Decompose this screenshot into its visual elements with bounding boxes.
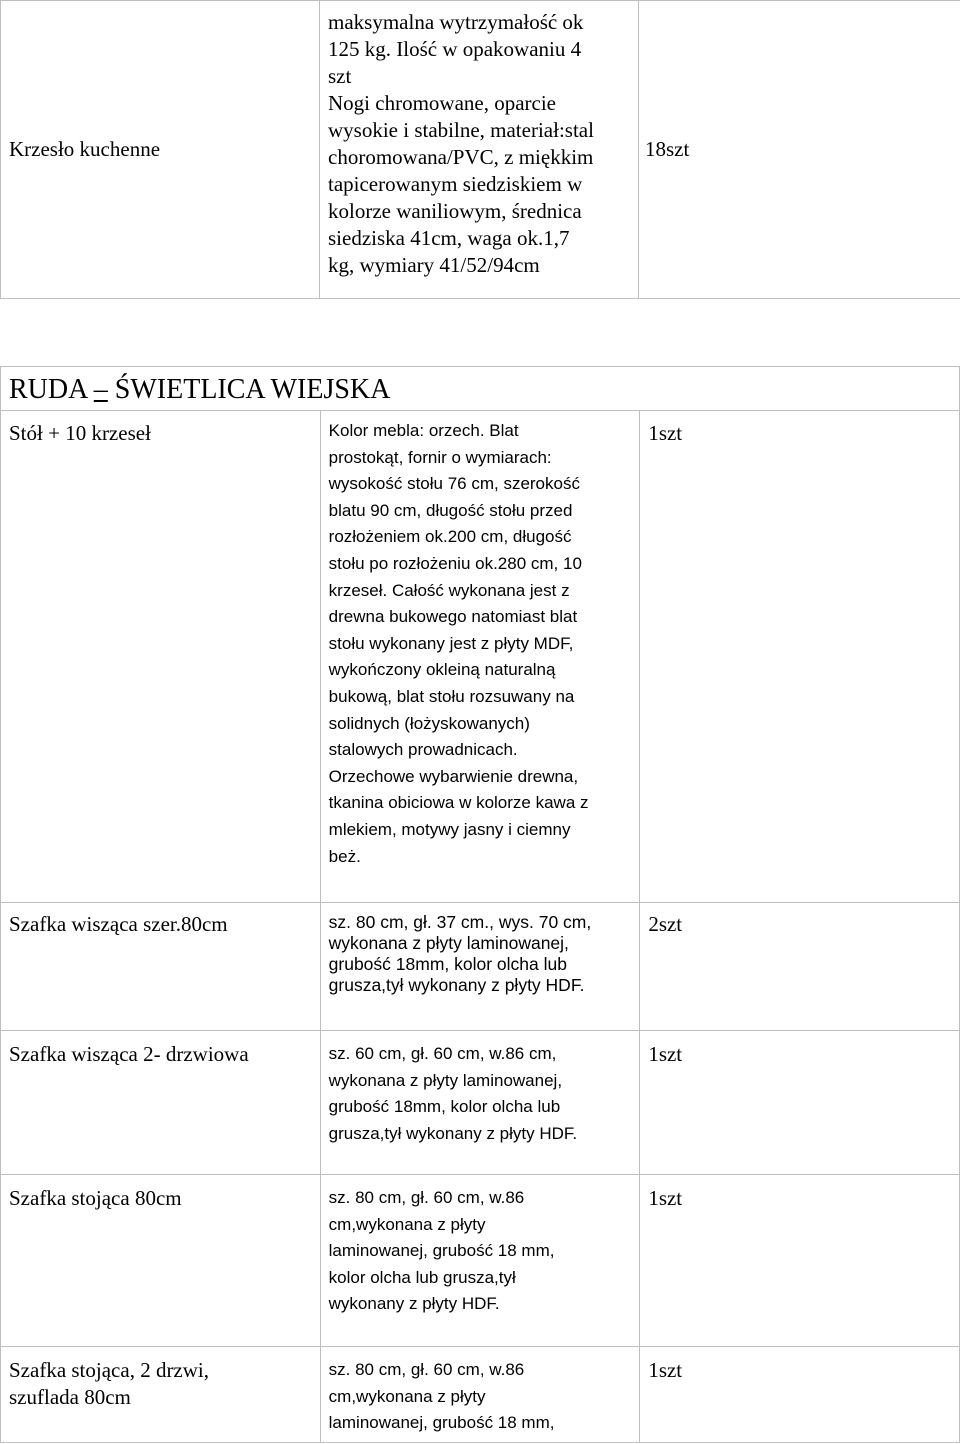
chair-table	[0, 0, 960, 299]
desc-line: prostokąt, fornir o wymiarach:	[328, 447, 552, 467]
desc-line: sz. 80 cm, gł. 37 cm., wys. 70 cm,	[328, 912, 592, 932]
item-name: Krzesło kuchenne	[9, 137, 161, 161]
item-desc-cell	[320, 1175, 640, 1347]
desc-line: blatu 90 cm, długość stołu przed	[328, 500, 573, 520]
item-quantity: 1szt	[648, 421, 683, 445]
desc-line: wykończony okleiną naturalną	[328, 660, 556, 680]
section-heading-row	[1, 367, 960, 411]
item-name: Szafka stojąca 80cm	[9, 1186, 182, 1210]
item-name	[1, 1347, 320, 1411]
item-description	[321, 1031, 640, 1147]
table-row	[1, 1031, 960, 1175]
ruda-table	[0, 366, 960, 1443]
item-quantity: 18szt	[645, 137, 690, 161]
item-description	[321, 1175, 640, 1318]
desc-line: grubość 18mm, kolor olcha lub	[328, 1097, 561, 1117]
item-name: Szafka wisząca szer.80cm	[9, 912, 228, 936]
item-qty-cell	[640, 411, 960, 903]
desc-line: wysokie i stabilne, materiał:stal	[328, 118, 594, 142]
item-description	[321, 903, 640, 996]
desc-line: laminowanej, grubość 18 mm,	[328, 1241, 555, 1261]
desc-line: laminowanej, grubość 18 mm,	[328, 1413, 555, 1433]
desc-line: wykonana z płyty laminowanej,	[328, 933, 569, 953]
item-name-cell	[1, 1031, 321, 1175]
item-qty-cell	[640, 1031, 960, 1175]
table-row	[1, 1347, 960, 1443]
name-line: Szafka stojąca, 2 drzwi,	[9, 1358, 210, 1382]
desc-line: cm,wykonana z płyty	[328, 1386, 486, 1406]
desc-line: Orzechowe wybarwienie drewna,	[328, 766, 579, 786]
item-name: Szafka wisząca 2- drzwiowa	[9, 1042, 249, 1066]
desc-line: kolor olcha lub grusza,tył	[328, 1267, 516, 1287]
item-description	[320, 1, 638, 279]
item-name: Stół + 10 krzeseł	[9, 421, 151, 445]
desc-line: wykonana z płyty laminowanej,	[328, 1070, 563, 1090]
desc-line: stalowych prowadnicach.	[328, 740, 518, 760]
item-desc-cell	[320, 1, 639, 299]
desc-line: krzeseł. Całość wykonana jest z	[328, 580, 570, 600]
desc-line: grubość 18mm, kolor olcha lub	[328, 954, 567, 974]
desc-line: solidnych (łożyskowanych)	[328, 713, 530, 733]
desc-line: kg, wymiary 41/52/94cm	[328, 253, 540, 277]
section-heading: RUDA – ŚWIETLICA WIEJSKA	[9, 374, 391, 405]
item-quantity: 2szt	[648, 912, 683, 936]
desc-line: grusza,tył wykonany z płyty HDF.	[328, 1123, 578, 1143]
desc-line: tkanina obiciowa w kolorze kawa z	[328, 793, 589, 813]
item-name-cell	[1, 1175, 321, 1347]
item-name-cell	[1, 1, 320, 299]
table-row	[1, 411, 960, 903]
desc-line: 125 kg. Ilość w opakowaniu 4	[328, 37, 582, 61]
item-quantity: 1szt	[648, 1358, 683, 1382]
section-heading-cell	[1, 367, 960, 411]
item-quantity: 1szt	[648, 1042, 683, 1066]
desc-line: Kolor mebla: orzech. Blat	[328, 421, 519, 440]
item-name-cell	[1, 411, 321, 903]
table-row	[1, 1175, 960, 1347]
desc-line: drewna bukowego natomiast blat	[328, 607, 578, 627]
table-row	[1, 903, 960, 1031]
item-description	[321, 1347, 640, 1437]
desc-line: Nogi chromowane, oparcie	[328, 91, 556, 115]
desc-line: grusza,tył wykonany z płyty HDF.	[328, 975, 585, 995]
desc-line: bukową, blat stołu rozsuwany na	[328, 686, 575, 706]
item-quantity: 1szt	[648, 1186, 683, 1210]
desc-line: sz. 80 cm, gł. 60 cm, w.86	[328, 1188, 525, 1207]
table-row	[1, 1, 960, 299]
item-desc-cell	[320, 903, 640, 1031]
item-desc-cell	[320, 1347, 640, 1443]
desc-line: wysokość stołu 76 cm, szerokość	[328, 474, 580, 494]
desc-line: siedziska 41cm, waga ok.1,7	[328, 226, 570, 250]
item-name-cell	[1, 1347, 321, 1443]
item-qty-cell	[639, 1, 960, 299]
item-qty-cell	[640, 1175, 960, 1347]
item-description	[321, 411, 640, 870]
desc-line: wykonany z płyty HDF.	[328, 1294, 500, 1314]
desc-line: sz. 80 cm, gł. 60 cm, w.86	[328, 1360, 525, 1379]
item-qty-cell	[640, 903, 960, 1031]
desc-line: szt	[328, 64, 352, 88]
desc-line: sz. 60 cm, gł. 60 cm, w.86 cm,	[328, 1044, 557, 1063]
item-desc-cell	[320, 1031, 640, 1175]
desc-line: rozłożeniem ok.200 cm, długość	[328, 527, 572, 547]
desc-line: stołu wykonany jest z płyty MDF,	[328, 633, 574, 653]
desc-line: choromowana/PVC, z miękkim	[328, 145, 594, 169]
desc-line: kolorze waniliowym, średnica	[328, 199, 582, 223]
desc-line: stołu po rozłożeniu ok.280 cm, 10	[328, 553, 582, 573]
item-desc-cell	[320, 411, 640, 903]
desc-line: cm,wykonana z płyty	[328, 1214, 486, 1234]
desc-line: beż.	[328, 846, 361, 866]
desc-line: mlekiem, motywy jasny i ciemny	[328, 819, 571, 839]
desc-line: tapicerowanym siedziskiem w	[328, 172, 583, 196]
desc-line: maksymalna wytrzymałość ok	[328, 10, 584, 34]
item-qty-cell	[640, 1347, 960, 1443]
item-name-cell	[1, 903, 321, 1031]
name-line: szuflada 80cm	[9, 1385, 131, 1409]
